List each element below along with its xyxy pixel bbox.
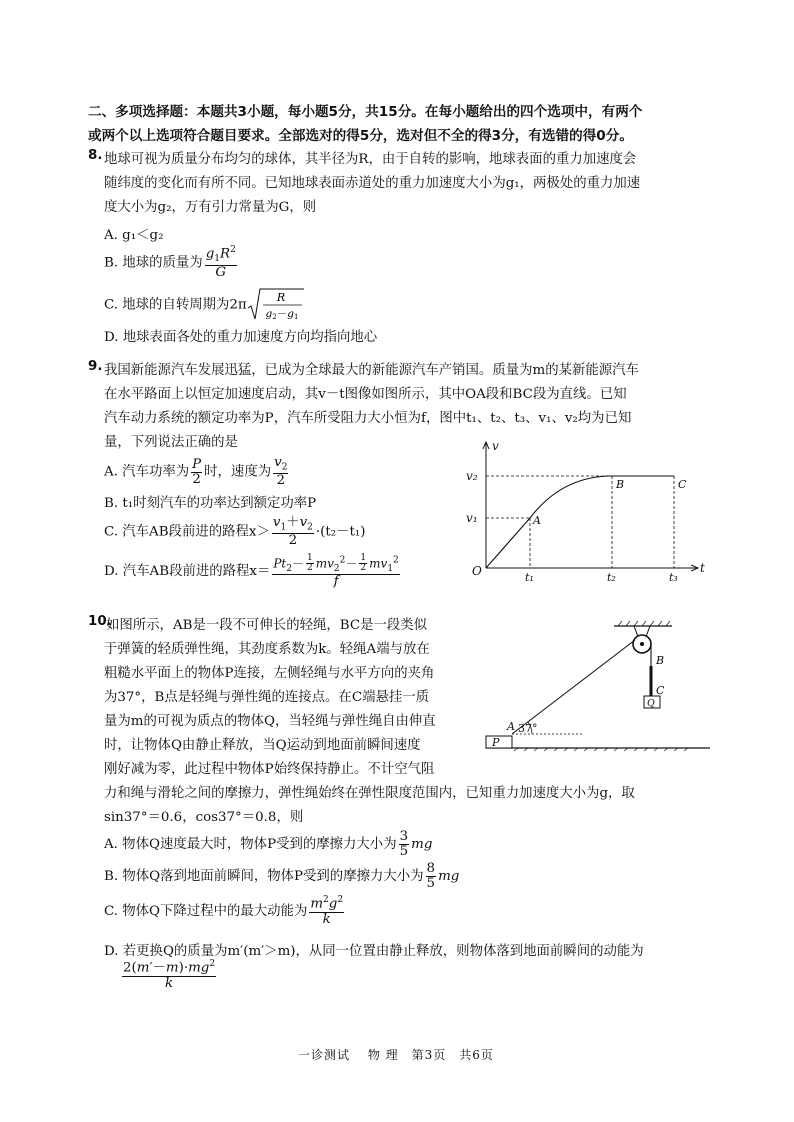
q9-option-d-frac: $Pt_2-$ $\frac{1}{2}$ $mv_2^2-$ $\frac{1}{2}$ $mv_1^2$ f xyxy=(273,553,399,590)
q10-option-b-text: B. 物体Q落到地面前瞬间，物体P受到的摩擦力大小为 xyxy=(104,869,424,885)
q9-graph-label-t2: t₂ xyxy=(607,571,616,584)
q8-option-c-text: C. 地球的自转周期为2π xyxy=(104,297,247,313)
q10-label-b: B xyxy=(656,654,665,667)
q10-label-q: Q xyxy=(647,698,655,709)
q9-graph-point-c: C xyxy=(678,478,687,491)
q9-option-b: B. t₁时刻汽车的功率达到额定功率P xyxy=(104,496,317,511)
q10-figure xyxy=(484,620,714,760)
q8-number: 8. xyxy=(88,148,103,163)
q10-option-c xyxy=(104,896,346,927)
q10-pulley-axle xyxy=(640,642,644,646)
q10-label-angle: 37° xyxy=(518,722,538,735)
svg-text:R: R xyxy=(276,291,285,304)
q8-option-c xyxy=(104,288,305,322)
q10-stem-line4: 为37°，B点是轻绳与弹性绳的连接点。在C端悬挂一质 xyxy=(104,690,430,705)
section-heading-line2: 或两个以上选项符合题目要求。全部选对的得5分，选对但不全的得3分，有选错的得0分。 xyxy=(88,128,633,144)
q9-stem-line2: 在水平路面上以恒定加速度启动，其v－t图像如图所示，其中OA段和BC段为直线。已知 xyxy=(104,387,627,402)
q9-option-c xyxy=(104,516,365,548)
q9-option-c-text: C. 汽车AB段前进的路程x＞ xyxy=(104,524,270,540)
q8-option-b-text: B. 地球的质量为 xyxy=(104,255,203,271)
q9-graph-label-t1: t₁ xyxy=(525,571,534,584)
q9-option-d xyxy=(104,554,402,589)
q8-option-c-sqrt xyxy=(247,288,305,322)
q9-option-a-text1: A. 汽车功率为 xyxy=(104,464,190,480)
q9-graph-label-v2: v₂ xyxy=(466,469,478,483)
q10-option-c-text: C. 物体Q下降过程中的最大动能为 xyxy=(104,903,308,919)
q10-number: 10. xyxy=(88,614,112,629)
q10-option-a-frac: $\frac{3}{5}$ xyxy=(399,829,409,860)
q8-stem-line1: 地球可视为质量分布均匀的球体，其半径为R，由于自转的影响，地球表面的重力加速度会 xyxy=(104,152,637,167)
q9-graph-label-v: v xyxy=(492,439,499,453)
q9-option-c-frac: $\frac{v_1+v_2}{2}$ xyxy=(272,515,313,549)
q9-stem-line3: 汽车动力系统的额定功率为P，汽车所受阻力大小恒为f，图中t₁、t₂、t₃、v₁、v₂均为已知 xyxy=(104,411,632,426)
q8-option-b-fraction: $\frac{g_1R^2}{G}$ xyxy=(205,245,236,280)
q10-label-p: P xyxy=(492,736,500,749)
q9-graph-point-b: B xyxy=(616,478,625,491)
svg-text:g2－g1: g2－g1 xyxy=(265,308,299,321)
q9-vt-curve xyxy=(486,476,674,568)
q9-number: 9. xyxy=(88,359,103,374)
q10-stem-line3: 粗糙水平面上的物体P连接，左侧轻绳与水平方向的夹角 xyxy=(104,666,435,681)
q8-option-d: D. 地球表面各处的重力加速度方向均指向地心 xyxy=(104,330,378,345)
q10-stem-line8: 力和绳与滑轮之间的摩擦力，弹性绳始终在弹性限度范围内，已知重力加速度大小为g，取 xyxy=(104,786,635,801)
q10-option-a: A. 物体Q速度最大时，物体P受到的摩擦力大小为 $\frac{3}{5}$ mg xyxy=(104,829,433,860)
q10-option-a-text: A. 物体Q速度最大时，物体P受到的摩擦力大小为 xyxy=(104,837,397,853)
q10-stem-line1: 如图所示，AB是一段不可伸长的轻绳，BC是一段类似 xyxy=(106,618,428,633)
q10-stem-line9: sin37°＝0.6，cos37°＝0.8，则 xyxy=(104,810,304,825)
page-footer: 一诊测试 物 理 第3页 共6页 xyxy=(298,1048,494,1062)
q10-ceiling-hatch xyxy=(618,621,670,626)
q9-stem-line4: 量，下列说法正确的是 xyxy=(104,435,238,450)
q9-stem-line1: 我国新能源汽车发展迅猛，已成为全球最大的新能源汽车产销国。质量为m的某新能源汽车 xyxy=(104,363,639,378)
q9-graph-label-t: t xyxy=(700,561,705,575)
q10-rope-ab xyxy=(512,640,635,734)
section-heading-line1: 二、多项选择题：本题共3小题，每小题5分，共15分。在每小题给出的四个选项中，有两个 xyxy=(88,104,643,120)
q10-option-c-frac: $\frac{m^2g^2}{k}$ xyxy=(310,895,344,927)
q10-stem-line5: 量为m的可视为质点的物体Q，当轻绳与弹性绳自由伸直 xyxy=(104,714,436,729)
q10-label-a: A xyxy=(507,720,515,733)
q8-stem-line2: 随纬度的变化而有所不同。已知地球表面赤道处的重力加速度大小为g₁，两极处的重力加速 xyxy=(104,176,641,191)
q9-option-d-text: D. 汽车AB段前进的路程x＝ xyxy=(104,564,271,580)
q10-option-b-frac: $\frac{8}{5}$ xyxy=(426,861,436,892)
q10-option-d-frac xyxy=(120,960,218,991)
q9-vt-graph xyxy=(462,436,712,586)
q10-stem-line6: 时，让物体Q由静止释放，当Q运动到地面前瞬间速度 xyxy=(104,738,421,753)
q9-graph-label-t3: t₃ xyxy=(669,571,678,584)
q8-stem-line3: 度大小为g₂，万有引力常量为G，则 xyxy=(104,200,317,215)
q10-stem-line7: 刚好减为零，此过程中物体P始终保持静止。不计空气阻 xyxy=(104,762,435,777)
q9-graph-point-a: A xyxy=(533,514,541,527)
q9-dashed-guides xyxy=(486,476,674,568)
q10-option-d-line1: D. 若更换Q的质量为m′(m′＞m)，从同一位置由静止释放，则物体落到地面前瞬间的动能为 xyxy=(104,944,644,959)
q8-option-a: A. g₁＜g₂ xyxy=(104,228,164,243)
q9-option-a-text2: 时，速度为 xyxy=(204,464,272,480)
q10-stem-line2: 于弹簧的轻质弹性绳，其劲度系数为k。轻绳A端与放在 xyxy=(104,642,430,657)
q9-graph-label-v1: v₁ xyxy=(466,511,478,525)
q8-option-b xyxy=(104,246,239,280)
q9-graph-label-origin: O xyxy=(472,564,482,578)
q10-option-d-fraction: $\frac{2(m'-m)\cdot mg^2}{k}$ xyxy=(123,959,216,991)
q9-option-c-suffix: ·(t₂－t₁) xyxy=(315,524,366,540)
q10-option-b: B. 物体Q落到地面前瞬间，物体P受到的摩擦力大小为 $\frac{8}{5}$ mg xyxy=(104,861,460,892)
q9-option-a-frac2: $\frac{v_2}{2}$ xyxy=(274,455,288,489)
q9-option-a xyxy=(104,456,290,488)
q10-label-c: C xyxy=(656,684,665,697)
q9-option-a-frac1: $\frac{P}{2}$ xyxy=(192,456,202,487)
